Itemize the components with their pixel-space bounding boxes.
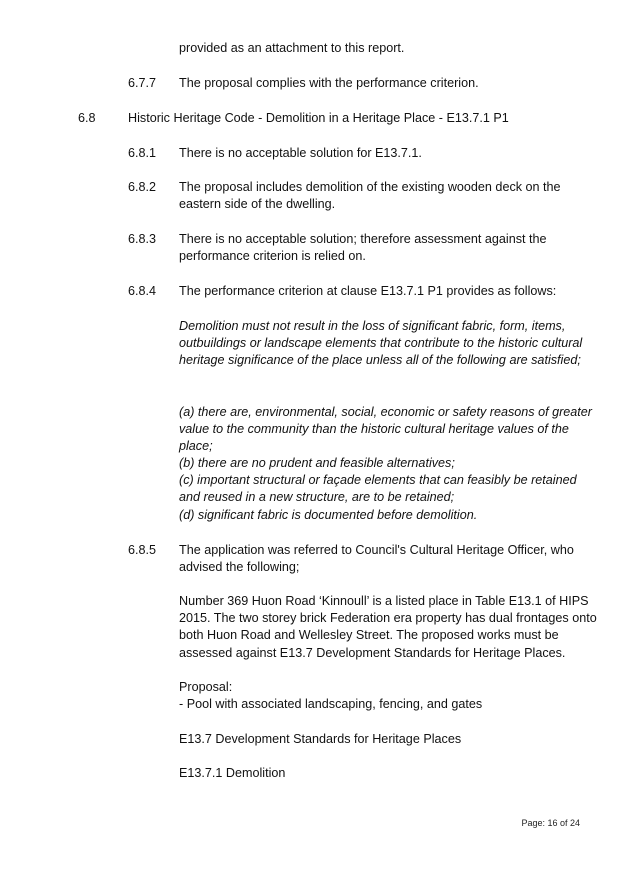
item-number-6-8-2: 6.8.2 xyxy=(128,180,157,194)
item-number-6-8-3: 6.8.3 xyxy=(128,232,157,246)
item-number-6-8-5: 6.8.5 xyxy=(128,543,157,557)
criterion-item-a: (a) there are, environmental, social, economic or safety reasons of greater value to the community than the historic cultural heritage values of the place; xyxy=(179,405,592,454)
item-text-6-8-4: The performance criterion at clause E13.7.1 P1 provides as follows: xyxy=(179,284,557,298)
item-number-6-8-4: 6.8.4 xyxy=(128,284,157,298)
continuation-text: provided as an attachment to this report. xyxy=(179,41,405,55)
criterion-quote: Demolition must not result in the loss of significant fabric, form, items, outbuildings or landscape elements that contribute to the historic cultural heritage significance of the place unless all of the following are satisfied; xyxy=(179,319,583,368)
standards-heading: E13.7 Development Standards for Heritage Places xyxy=(179,732,462,746)
demolition-heading: E13.7.1 Demolition xyxy=(179,766,286,780)
criterion-item-d: (d) significant fabric is documented before demolition. xyxy=(179,508,478,522)
officer-paragraph: Number 369 Huon Road ‘Kinnoull’ is a listed place in Table E13.1 of HIPS 2015. The two storey brick Federation era property has dual frontages onto both Huon Road and Wellesley Street. The proposed works must be assessed against E13.7 Development Standards for Heritage Places. xyxy=(179,594,597,660)
item-text-6-7-7: The proposal complies with the performance criterion. xyxy=(179,76,479,90)
proposal-label: Proposal: xyxy=(179,680,233,694)
section-heading-6-8: Historic Heritage Code - Demolition in a Heritage Place - E13.7.1 P1 xyxy=(128,111,509,125)
item-text-6-8-5: The application was referred to Council's Cultural Heritage Officer, who advised the following; xyxy=(179,543,574,575)
item-text-6-8-1: There is no acceptable solution for E13.7.1. xyxy=(179,146,422,160)
criterion-item-c: (c) important structural or façade elements that can feasibly be retained and reused in a new structure, are to be retained; xyxy=(179,473,577,505)
item-text-6-8-2: The proposal includes demolition of the existing wooden deck on the eastern side of the dwelling. xyxy=(179,180,561,212)
proposal-item: - Pool with associated landscaping, fencing, and gates xyxy=(179,697,483,711)
section-number-6-8: 6.8 xyxy=(78,111,96,125)
criterion-item-b: (b) there are no prudent and feasible alternatives; xyxy=(179,456,455,470)
item-number-6-7-7: 6.7.7 xyxy=(128,76,157,90)
item-text-6-8-3: There is no acceptable solution; therefore assessment against the performance criterion is relied on. xyxy=(179,232,547,264)
page-number: Page: 16 of 24 xyxy=(521,818,580,828)
item-number-6-8-1: 6.8.1 xyxy=(128,146,157,160)
